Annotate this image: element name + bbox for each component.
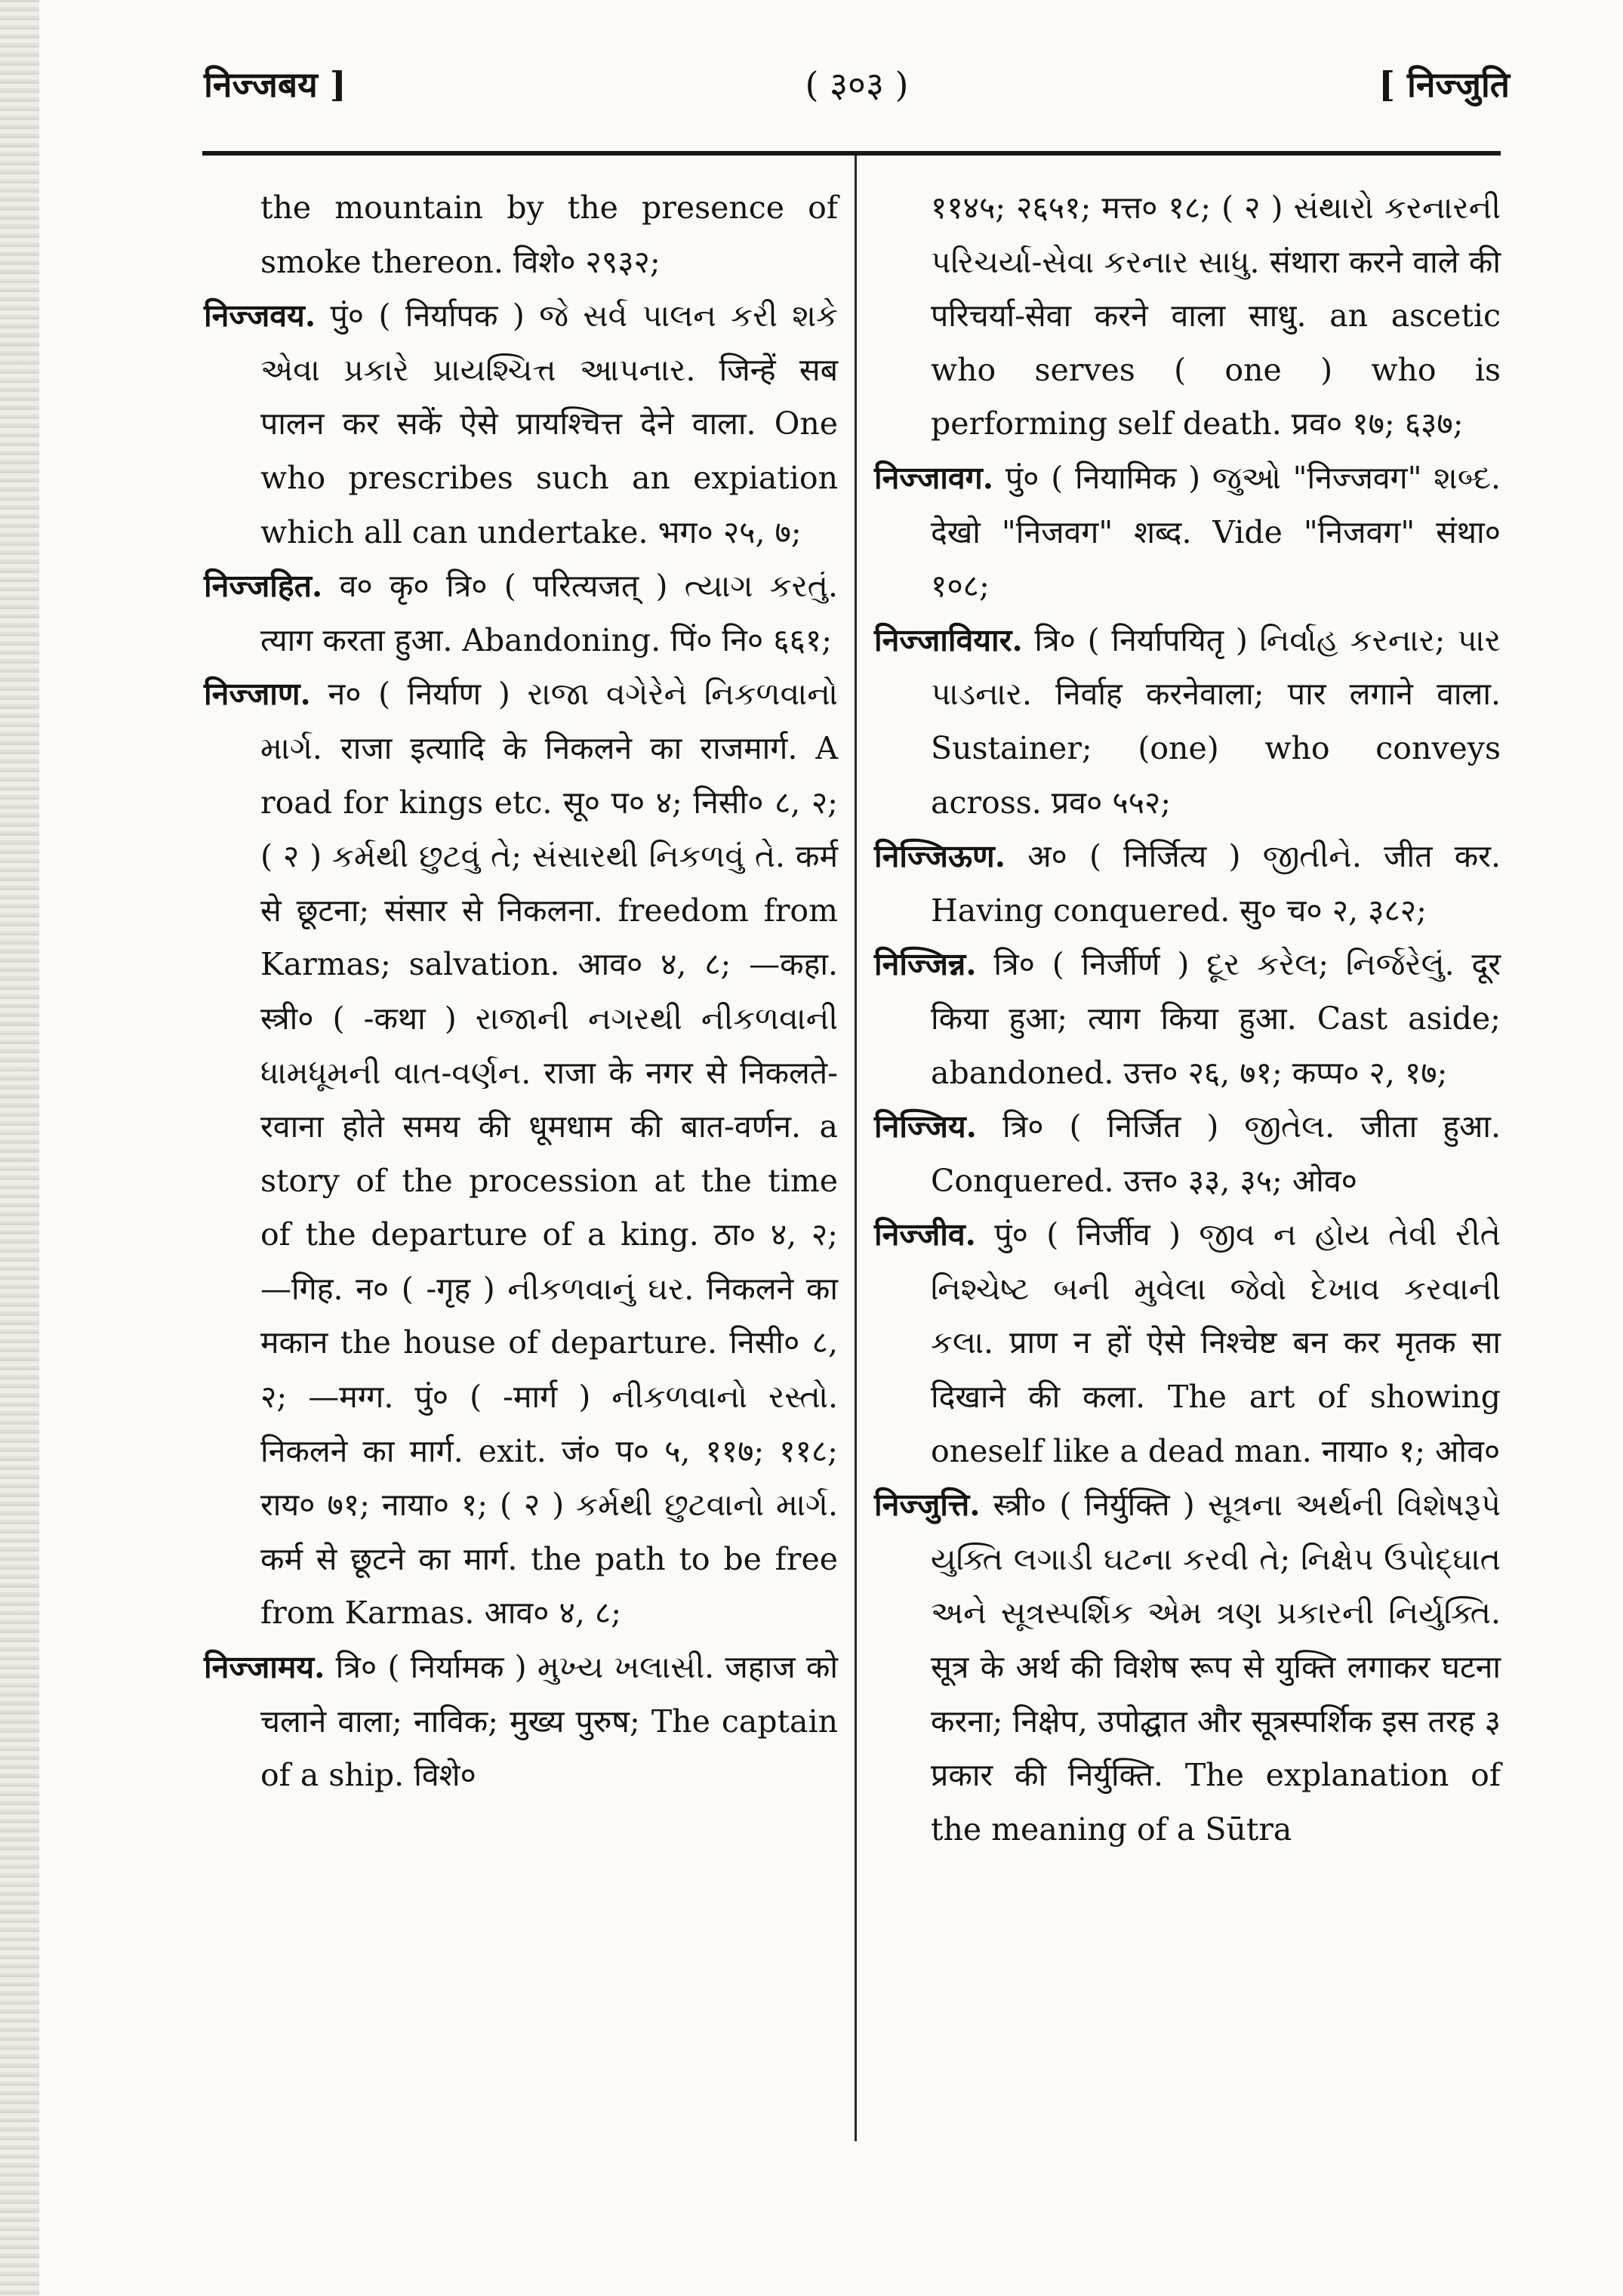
entry-text: व० कृ० त्रि० ( परित्यजत् ) ત્યાગ કરતું. त्याग करता हुआ. Abandoning. पिं० नि० ६६१; [260, 568, 838, 658]
dictionary-entry [204, 1641, 838, 1803]
dictionary-entry [874, 1100, 1501, 1208]
entry-text: न० ( निर्याण ) રાજા વગેરેને નિકળવાનો માર્ગ. राजा इत्यादि के निकलने का राजमार्ग. A road for kings etc. सू० प० ४; निसी० ८, २; ( २ ) કર્મથી છુટવું તે; સંસારથી નિકળવું તે. कर्म से छूटना; संसार से निकलना. freedom from Karmas; salvation. आव० ४, ८; —कहा. स्त्री० ( -कथा ) રાજાની નગરથી નીકળવાની ધામધૂમની વાત-વર્ણન. राजा के नगर से निकलते-रवाना होते समय की धूमधाम की बात-वर्णन. a story of the procession at the time of the departure of a king. ठा० ४, २; —गिह. न० ( -गृह ) નીકળવાનું ઘર. निकलने का मकान the house of departure. निसी० ८, २; —मग्ग. पुं० ( -मार्ग ) નીકળવાનો રસ્તો. निकलने का मार्ग. exit. जं० प० ५, ११७; ११८; राय० ७१; नाया० १; ( २ ) કર્મથી છુટવાનો માર્ગ. कर्म से छूटने का मार्ग. the path to be free from Karmas. आव० ४, ८; [260, 676, 838, 1632]
dictionary-entry [874, 1208, 1501, 1478]
entry-text: त्रि० ( निर्जित ) જીતેલ. जीता हुआ. Conquered. उत्त० ३३, ३५; ओव० [931, 1108, 1501, 1199]
entry-headword: निज्जिन्न. [874, 946, 977, 983]
entry-headword: निज्जिऊण. [874, 838, 1006, 875]
dictionary-entry [874, 830, 1501, 938]
entry-text: पुं० ( नियामिक ) જુઓ "निज्जवग" શબ્દ. देखो "निजवग" शब्द. Vide "निजवग" संथा० १०८; [931, 459, 1501, 605]
left-column [204, 181, 838, 2174]
dictionary-entry [204, 559, 838, 667]
entry-headword: निज्जावग. [874, 459, 994, 496]
entry-headword: निज्जिय. [874, 1108, 977, 1145]
entry-headword: निज्जीव. [874, 1216, 976, 1253]
dictionary-entry [874, 614, 1501, 830]
entry-text: स्त्री० ( निर्युक्ति ) સૂત્રના અર્થની વિશેષરૂપે યુક્તિ લગાડી ઘટના કરવી તે; નિક્ષેપ ઉપોદ્ઘાત અને સૂત્રસ્પર્શિક એમ ત્રણ પ્રકારની નિર્યુક્તિ. सूत्र के अर्थ की विशेष रूप से युक्ति लगाकर घटना करना; निक्षेप, उपोद्घात और सूत्रस्पर्शिक इस तरह ३ प्रकार की निर्युक्ति. The explanation of the meaning of a Sūtra [931, 1487, 1501, 1848]
entry-text: त्रि० ( निर्यामक ) મુખ્ય ખલાસી. जहाज को चलाने वाला; नाविक; मुख्य पुरुष; The captain of a ship. विशे० [260, 1649, 838, 1794]
right-column [874, 181, 1501, 2174]
page-header [204, 62, 1510, 115]
dictionary-entry [874, 451, 1501, 614]
entry-headword: निज्जावियार. [874, 621, 1023, 658]
column-divider [855, 156, 857, 2141]
entry-text: पुं० ( निर्जीव ) જીવ ન હોય તેવી રીતે નિશ્ચેષ્ટ બની મુવેલા જેવો દેખાવ કરવાની કલા. प्राण न हों ऐसे निश्चेष्ट बन कर मृतक सा दिखाने की कला. The art of showing oneself like a dead man. नाया० १; ओव० [931, 1216, 1501, 1469]
dictionary-entry [874, 1478, 1501, 1857]
dictionary-entry [874, 938, 1501, 1100]
entry-headword: निज्जामय. [204, 1649, 325, 1686]
dictionary-entry-continued [931, 181, 1501, 451]
entry-headword: निज्जवय. [204, 297, 316, 334]
entry-text: त्रि० ( निर्यापयितृ ) નિર્વાહ કરનાર; પાર પાડનાર. निर्वाह करनेवाला; पार लगाने वाला. Sustainer; (one) who conveys across. प्रव० ५५२; [931, 621, 1501, 821]
header-last-word: [ निज्जुति [1378, 64, 1510, 105]
entry-text: त्रि० ( निर्जीर्ण ) દૂર કરેલ; નિર્જરેલું. दूर किया हुआ; त्याग किया हुआ. Cast aside; abandoned. उत्त० २६, ७१; कप्प० २, १७; [931, 946, 1501, 1091]
dictionary-entry-continued [260, 181, 838, 289]
entry-text: the mountain by the presence of smoke thereon. विशे० २९३२; [260, 190, 838, 280]
header-rule [202, 151, 1501, 156]
entry-headword: निज्जाण. [204, 676, 311, 713]
entry-headword: निज्जुत्ति. [874, 1487, 981, 1524]
page-number: ( ३०३ ) [805, 64, 909, 105]
entry-text: ११४५; २६५१; मत्त० १८; ( २ ) સંથારો કરનારની પરિચર્યા-સેવા કરનાર સાધુ. संथारा करने वाले की परिचर्या-सेवा करने वाला साधु. an ascetic who serves ( one ) who is performing self death. प्रव० १७; ६३७; [931, 190, 1501, 442]
entry-headword: निज्जहित. [204, 568, 323, 605]
header-first-word: निज्जबय ] [204, 64, 346, 105]
entry-text: अ० ( निर्जित्य ) જીતીને. जीत कर. Having conquered. सु० च० २, ३८२; [931, 838, 1501, 929]
scan-edge-shadow [0, 0, 39, 2296]
dictionary-entry [204, 667, 838, 1641]
entry-text: पुं० ( निर्यापक ) જે સર્વ પાલન કરી શકે એવા પ્રકારે પ્રાયશ્ચિત્ત આપનાર. जिन्हें सब पालन कर सकें ऐसे प्रायश्चित्त देने वाला. One who prescribes such an expiation which all can undertake. भग० २५, ७; [260, 297, 838, 550]
dictionary-entry [204, 289, 838, 559]
